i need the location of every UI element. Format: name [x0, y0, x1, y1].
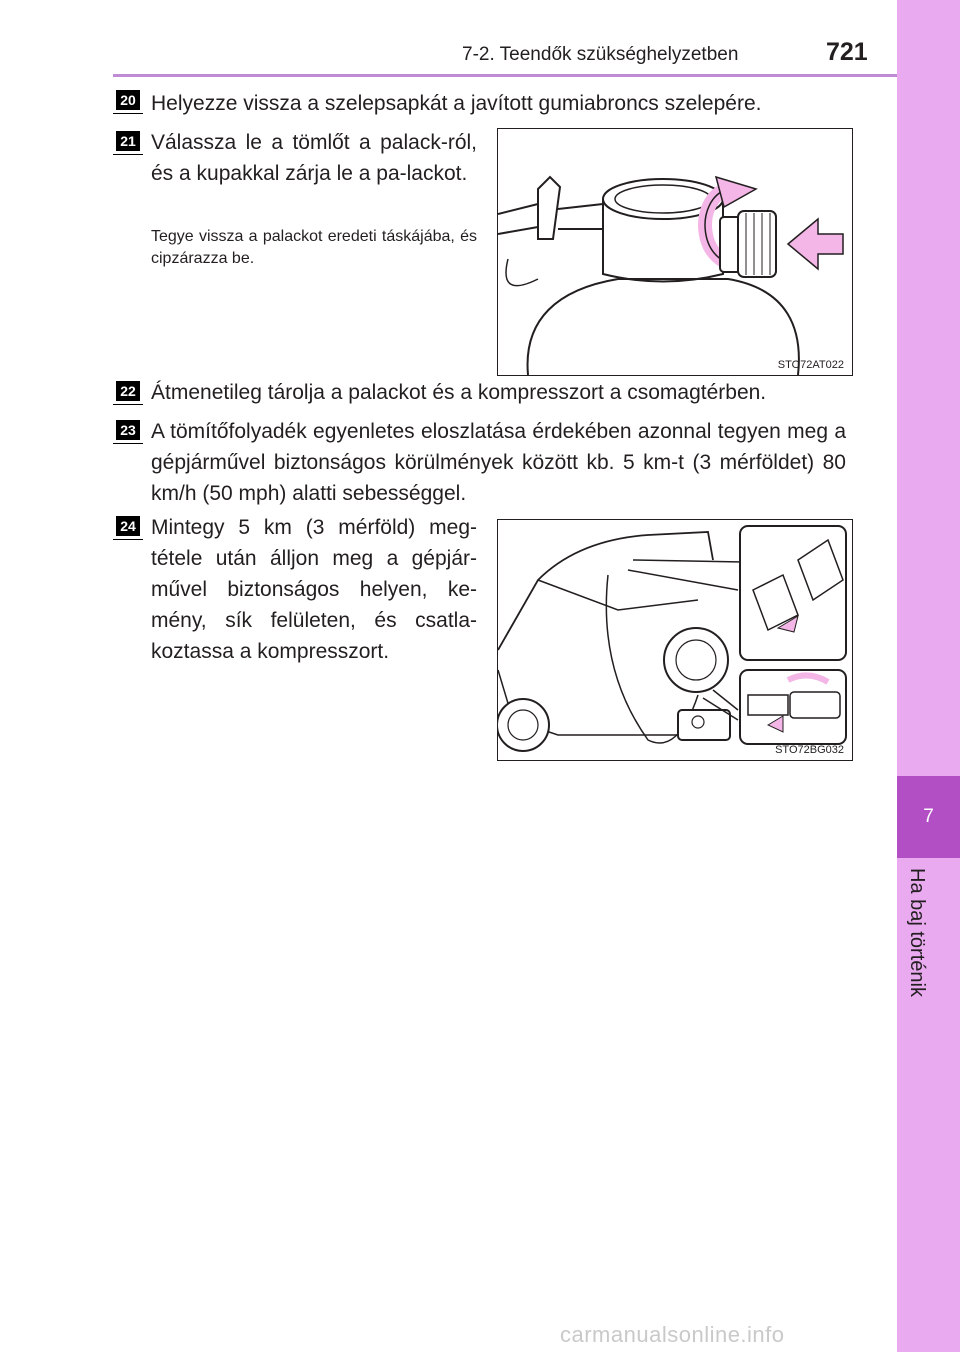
step-20-badge: 20	[116, 90, 140, 110]
step-23-text: A tömítőfolyadék egyenletes eloszlatása érdekében azonnal tegyen meg a gépjárművel biztonságos körülmények között kb. 5 km-t (3 mérföldet) 80 km/h (50 mph) alatti sebességgel.	[151, 420, 846, 505]
figure-code-compressor: STO72BG032	[775, 744, 844, 756]
bottle-cap-figure	[497, 128, 853, 376]
section-title: 7-2. Teendők szükséghelyzetben	[462, 44, 739, 65]
chapter-number-tab[interactable]: 7	[897, 776, 960, 858]
watermark: carmanualsonline.info	[560, 1322, 785, 1347]
figure-code-bottle: STO72AT022	[777, 359, 844, 371]
page-number: 721	[826, 38, 868, 66]
step-20-text: Helyezze vissza a szelepsapkát a javított gumiabroncs szelepére.	[151, 92, 762, 115]
header-divider	[113, 74, 897, 77]
step-22-text: Átmenetileg tárolja a palackot és a kompresszort a csomagtérben.	[151, 381, 767, 404]
bottle-cap-illustration	[498, 129, 852, 375]
compressor-figure	[497, 519, 853, 761]
chapter-title-tab[interactable]: Ha baj történik	[906, 868, 928, 997]
step-21-badge: 21	[116, 131, 140, 151]
compressor-illustration	[498, 520, 852, 760]
step-24-badge: 24	[116, 516, 140, 536]
step-24-text: Mintegy 5 km (3 mérföld) meg-tétele után álljon meg a gépjár-művel biztonságos helyen, ke-mény, sík felületen, és csatla-koztassa a kompresszort.	[151, 516, 477, 663]
step-23-badge: 23	[116, 420, 140, 440]
side-tab-upper	[897, 0, 960, 776]
step-22-badge: 22	[116, 381, 140, 401]
step-21-text: Válassza le a tömlőt a palack-ról, és a kupakkal zárja le a pa-lackot.	[151, 131, 477, 185]
step-21-note: Tegye vissza a palackot eredeti táskájába, és cipzárazza be.	[151, 228, 477, 267]
